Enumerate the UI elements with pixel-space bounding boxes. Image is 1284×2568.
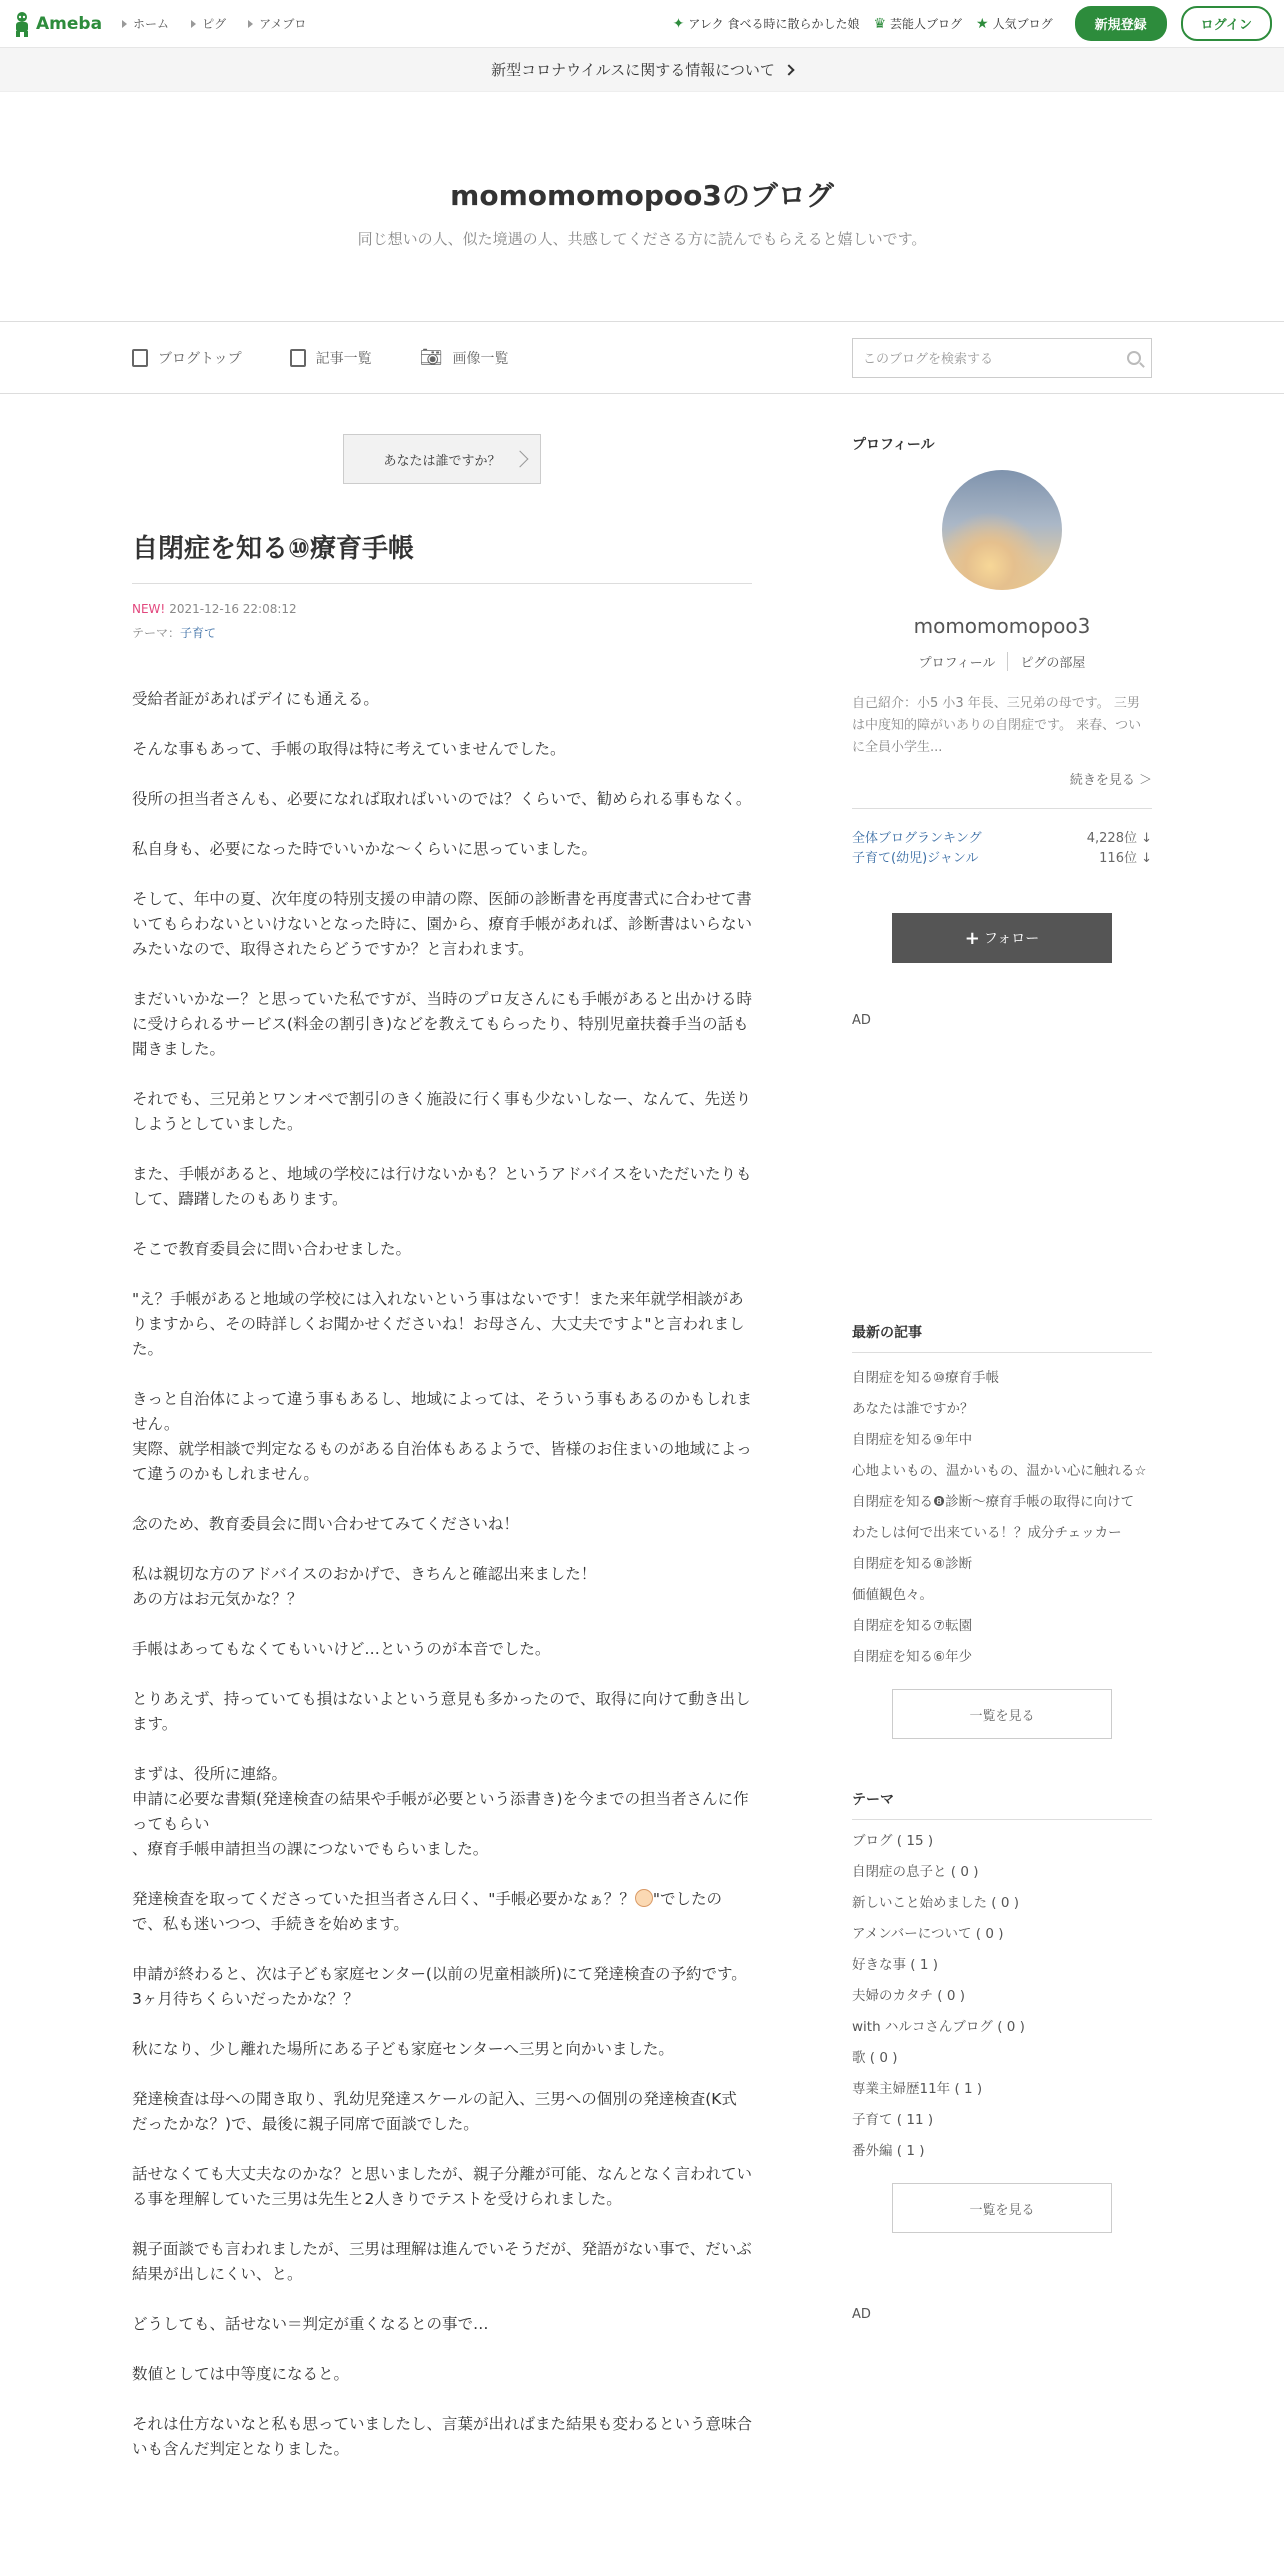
triangle-icon [248,20,253,28]
article-column [132,394,752,2487]
blog-search-input[interactable] [852,338,1152,378]
list-item[interactable]: 子育て ( 11 ) [852,2112,934,2128]
list-item[interactable]: 自閉症を知る❽診断〜療育手帳の取得に向けて [852,1494,1135,1510]
ad-label: AD [852,1013,871,1028]
nav-pigg-label: ピグ [202,17,227,31]
list-item[interactable]: 自閉症を知る⑨年中 [852,1432,973,1448]
list-item[interactable]: あなたは誰ですか？ [852,1401,974,1417]
ranking [852,829,1152,869]
global-header [0,0,1284,48]
popular-blog-link[interactable] [976,15,1053,32]
paragraph: 念のため、教育委員会に問い合わせてみてくださいね！ [132,1515,519,1533]
sidebar [852,394,1152,2487]
star-icon: ★ [976,15,989,32]
new-badge: NEW! [132,602,166,616]
article-theme [132,624,752,641]
paragraph: 話せなくても大丈夫なのかな？と思いましたが、親子分離が可能、なんとなく言われている事を理解していた三男は先生と2人きりでテストを受けられました。 [132,2165,753,2208]
chevron-right-icon [512,451,529,468]
article-list-link[interactable] [290,348,372,368]
list-item[interactable]: 価値観色々。 [852,1587,933,1603]
list-item[interactable]: with ハルコさんブログ ( 0 ) [852,2019,1025,2035]
list-item[interactable]: 好きな事 ( 1 ) [852,1957,938,1973]
list-item[interactable]: ブログ ( 15 ) [852,1833,934,1849]
paragraph-part: "でしたので、私も迷いつつ、手続きを始めます。 [132,1890,722,1933]
article-meta [132,602,752,616]
paragraph: 私は親切な方のアドバイスのおかげで、きちんと確認出来ました！ あの方はお元気かな？？ [132,1565,597,1608]
avatar[interactable] [942,470,1062,590]
paragraph: また、手帳があると、地域の学校には行けないかも？というアドバイスをいただいたりもして、躊躇したのもあります。 [132,1165,752,1208]
list-item[interactable]: 自閉症を知る⑩療育手帳 [852,1370,1000,1386]
paragraph: そこで教育委員会に問い合わせました。 [132,1240,412,1258]
paragraph: まだいいかなー？と思っていた私ですが、当時のプロ友さんにも手帳があると出かける時に受けられるサービス(料金の割引き)などを教えてもらったり、特別児童扶養手当の話も聞きました。 [132,990,753,1058]
triangle-icon [122,20,127,28]
triangle-icon [191,20,196,28]
ranking-row [852,849,1152,869]
camera-icon: 📷︎ [419,347,443,368]
login-button[interactable]: ログイン [1181,6,1272,41]
ad-label: AD [852,2307,871,2322]
blog-description: 同じ想いの人、似た境遇の人、共感してくださる方に読んでもらえると嬉しいです。 [357,230,927,248]
blog-top-link[interactable] [132,348,242,368]
covid-notice-link[interactable] [0,48,1284,92]
plus-icon: + [964,927,980,949]
ranking-value: 116位 ↓ [1099,851,1152,866]
paragraph: 手帳はあってもなくてもいいけど…というのが本音でした。 [132,1640,551,1658]
paragraph: そして、年中の夏、次年度の特別支援の申請の際、医師の診断書を再度書式に合わせて書いてもらわないといけないとなった時に、園から、療育手帳があれば、診断書はいらないみたいなので、取得されたらどうですか？と言われます。 [132,890,753,958]
paragraph [132,1887,752,1937]
recent-articles-heading: 最新の記事 [852,1322,1152,1353]
blog-nav [0,322,1284,394]
ameba-character-icon [12,11,32,37]
recent-articles-list [852,1363,1152,1673]
logo-text: Ameba [36,13,103,34]
paragraph: 私自身も、必要になった時でいいかな〜くらいに思っていました。 [132,840,598,858]
paragraph: 申請が終わると、次は子ども家庭センター(以前の児童相談所)にて発達検査の予約です。 3ヶ月待ちくらいだったかな？？ [132,1965,747,2008]
prev-article-button[interactable] [343,434,541,484]
profile-links [852,652,1152,671]
nav-ameblo[interactable] [248,15,306,32]
themes-see-all-button[interactable]: 一覧を見る [892,2183,1112,2233]
ranking-overall-link[interactable]: 全体ブログランキング [852,831,982,846]
paragraph: 数値としては中等度になると。 [132,2365,350,2383]
list-item[interactable]: 歌 ( 0 ) [852,2050,898,2066]
themes-heading: テーマ [852,1789,1152,1820]
article-list-label: 記事一覧 [315,350,372,367]
image-list-label: 画像一覧 [452,350,509,367]
paragraph: どうしても、話せない＝判定が重くなるとの事で… [132,2315,489,2333]
list-item[interactable]: 番外編 ( 1 ) [852,2143,925,2159]
copy-icon [290,349,306,367]
list-item[interactable]: 専業主婦歴11年 ( 1 ) [852,2081,983,2097]
register-button[interactable]: 新規登録 [1075,6,1167,41]
list-item[interactable]: 自閉症を知る⑧診断 [852,1556,973,1572]
popular-blog-label: 人気ブログ [992,17,1053,31]
chevron-right-icon [783,64,794,75]
paragraph: それでも、三兄弟とワンオペで割引のきく施設に行く事も少ないしなー、なんて、先送りしようとしていました。 [132,1090,752,1133]
document-icon [132,349,148,367]
ameba-logo[interactable] [12,11,102,37]
paragraph: それは仕方ないなと私も思っていましたし、言葉が出ればまた結果も変わるという意味合いも含んだ判定となりました。 [132,2415,753,2458]
covid-notice-text: 新型コロナウイルスに関する情報について [491,61,775,79]
list-item[interactable]: わたしは何で出来ている！？成分チェッカー [852,1525,1122,1541]
article-body [132,687,752,2462]
blog-top-label: ブログトップ [158,350,242,367]
celebrity-blog-label: 芸能人ブログ [890,17,963,31]
profile-heading: プロフィール [852,437,935,453]
ranking-row [852,829,1152,849]
recent-see-all-button[interactable]: 一覧を見る [892,1689,1112,1739]
themes-list [852,1826,1152,2167]
celebrity-blog-link[interactable] [873,15,962,32]
theme-link[interactable]: 子育て [180,626,217,640]
crown-icon: ♛ [873,15,887,32]
nav-home[interactable] [122,15,169,32]
nav-ameblo-label: アメブロ [259,17,307,31]
pigg-room-link[interactable]: ピグの部屋 [1007,652,1097,671]
list-item[interactable]: 心地よいもの、温かいもの、温かい心に触れる☆ [852,1463,1147,1479]
baby-face-emoji-icon [635,1889,653,1907]
sparkle-icon: ✦ [672,15,685,32]
paragraph: 発達検査は母への聞き取り、乳幼児発達スケールの記入、三男への個別の発達検査(K式だったかな？)で、最後に親子同席で面談でした。 [132,2090,737,2133]
paragraph-part: 発達検査を取ってくださっていた担当者さん曰く、"手帳必要かなぁ？？ [132,1890,635,1908]
nav-home-label: ホーム [133,17,170,31]
paragraph: そんな事もあって、手帳の取得は特に考えていませんでした。 [132,740,566,758]
prev-article-label: あなたは誰ですか？ [383,453,501,469]
read-more-link[interactable]: 続きを見る ＞ [852,769,1152,809]
paragraph: 受給者証があればデイにも通える。 [132,690,379,708]
nav-pigg[interactable] [191,15,226,32]
list-item[interactable]: 自閉症を知る⑥年少 [852,1649,973,1665]
profile-intro: 自己紹介：小5 小3 年長、三兄弟の母です。 三男は中度知的障がいありの自閉症です。 来春、ついに全員小学生... [852,696,1142,755]
paragraph: とりあえず、持っていても損はないよという意見も多かったので、取得に向けて動き出します。 [132,1690,751,1733]
search-icon[interactable] [1127,351,1141,365]
profile-link[interactable]: プロフィール [918,656,996,671]
blog-header [0,92,1284,322]
article-title: 自閉症を知る⑩療育手帳 [132,528,752,584]
list-item[interactable]: 自閉症の息子と ( 0 ) [852,1864,979,1880]
list-item[interactable]: 夫婦のカタチ ( 0 ) [852,1988,965,2004]
paragraph: "え？手帳があると地域の学校には入れないという事はないです！また来年就学相談がありますから、その時詳しくお聞かせくださいね！お母さん、大丈夫ですよ"と言われました。 [132,1290,745,1358]
paragraph: 秋になり、少し離れた場所にある子ども家庭センターへ三男と向かいました。 [132,2040,674,2058]
profile-name[interactable]: momomomopoo3 [913,614,1091,638]
paragraph: きっと自治体によって違う事もあるし、地域によっては、そういう事もあるのかもしれません。 実際、就学相談で判定なるものがある自治体もあるようで、皆様のお住まいの地域によって違うのかもしれません。 [132,1390,753,1483]
paragraph: 親子面談でも言われましたが、三男は理解は進んでいそうだが、発語がない事で、だいぶ結果が出しにくい、と。 [132,2240,752,2283]
search-placeholder: このブログを検索する [863,352,994,367]
follow-label: フォロー [983,931,1040,947]
ranking-value: 4,228位 ↓ [1086,831,1152,846]
trending-label: アレク 食べる時に散らかした娘 [688,17,860,31]
list-item[interactable]: 自閉症を知る⑦転園 [852,1618,973,1634]
follow-button[interactable] [892,913,1112,963]
blog-title[interactable]: momomomopoo3のブログ [450,179,834,212]
list-item[interactable]: アメンバーについて ( 0 ) [852,1926,1004,1942]
trending-link[interactable] [673,15,860,32]
global-nav [122,15,306,32]
list-item[interactable]: 新しいこと始めました ( 0 ) [852,1895,1019,1911]
image-list-link[interactable] [420,347,509,368]
ranking-genre-link[interactable]: 子育て(幼児)ジャンル [852,851,979,866]
header-right [673,6,1272,41]
article-datetime: 2021-12-16 22:08:12 [169,602,297,616]
paragraph: 役所の担当者さんも、必要になれば取ればいいのでは？くらいで、勧められる事もなく。 [132,790,752,808]
theme-label: テーマ： [132,626,181,640]
paragraph: まずは、役所に連絡。 申請に必要な書類(発達検査の結果や手帳が必要という添書き)を今までの担当者さんに作ってもらい 、療育手帳申請担当の課につないでもらいました。 [132,1765,749,1858]
